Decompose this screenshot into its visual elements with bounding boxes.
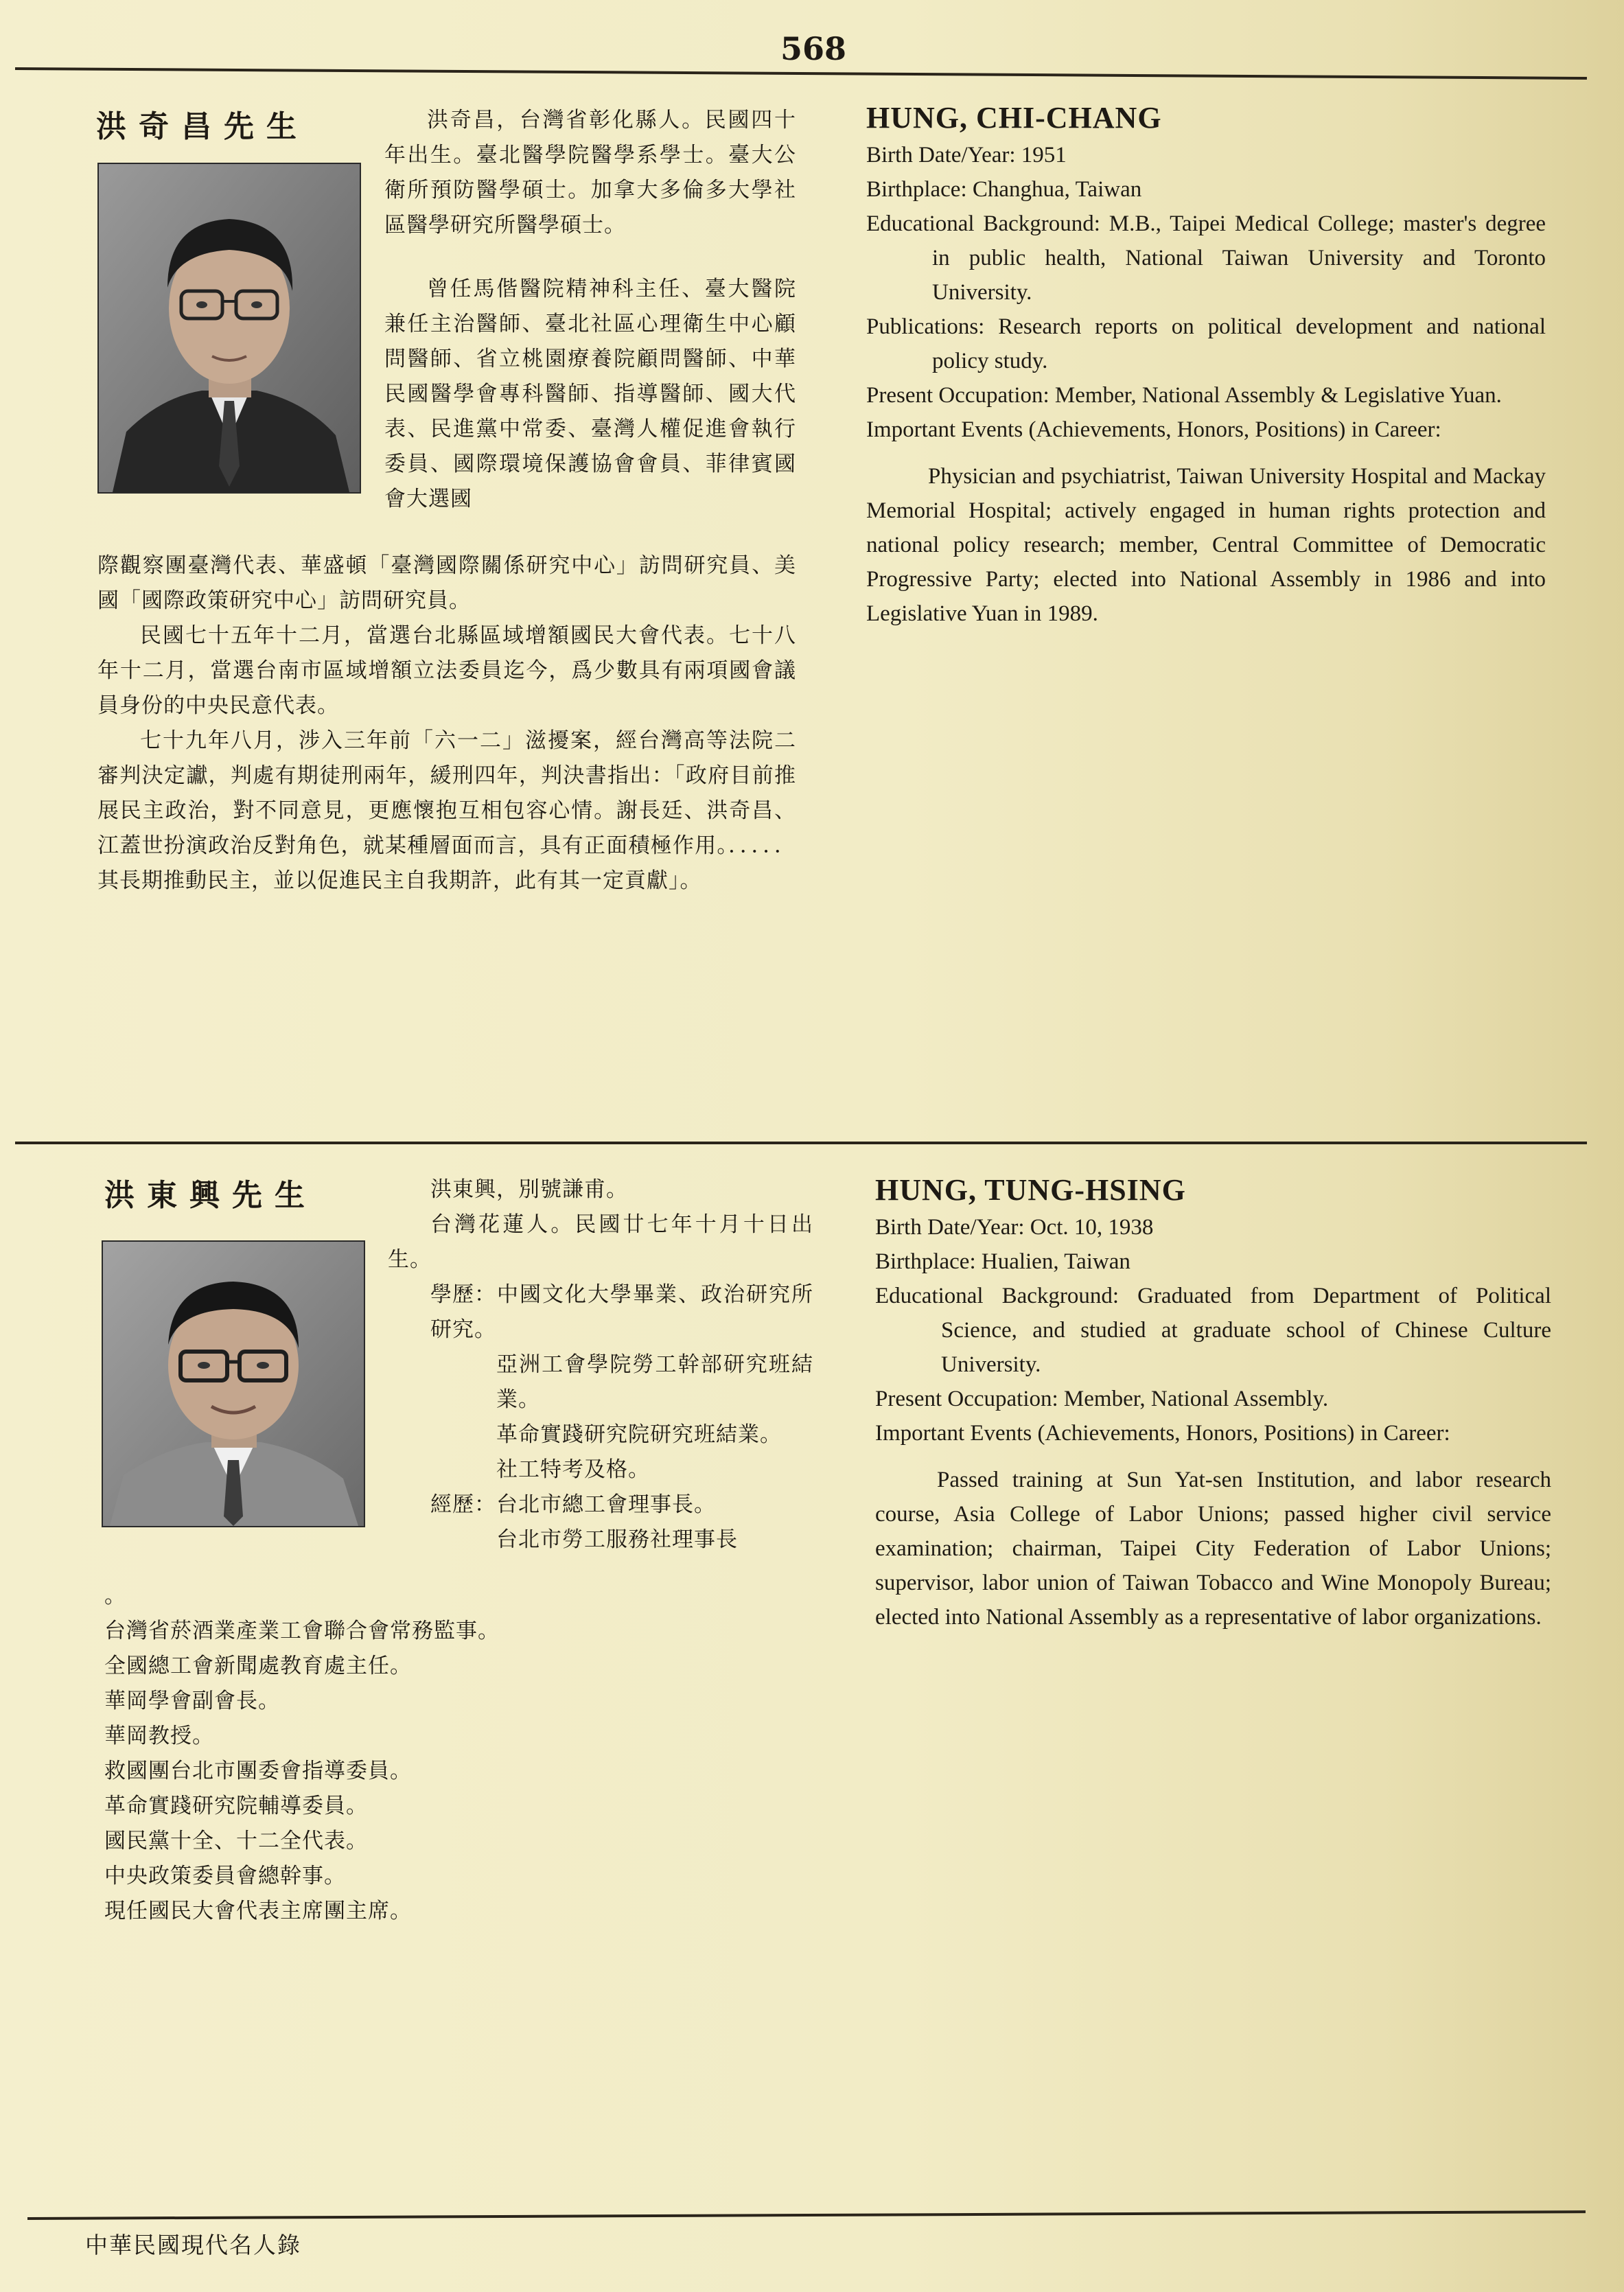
footer-book-title: 中華民國現代名人錄 [85,2232,301,2258]
entry-2-occupation: Present Occupation: Member, National Assembly. [875,1387,1329,1411]
entry-2-alias: 洪東興，別號謙甫。 [430,1177,628,1202]
entry-2-edu-3: 革命實踐研究院研究班結業。 [496,1422,782,1447]
entry-1-english-name: HUNG, CHI-CHANG [866,101,1162,135]
portrait-photo-icon [103,1242,364,1526]
entry-1-career-text: 曾任馬偕醫院精神科主任、臺大醫院兼任主治醫師、臺北社區心理衛生中心顧問醫師、省立桃園療養院顧問醫師、中華民國醫學會專科醫師、指導醫師、國大代表、民進黨中常委、臺灣人權促進會執行委員、國際環境保護協會會員、菲律賓國會大選國 [384,277,796,511]
entry-2-list-item: 華岡教授。 [104,1724,214,1748]
entry-2-list-item: 全國總工會新聞處教育處主任。 [104,1654,412,1678]
entry-1-portrait [97,163,361,494]
entry-1-chinese-body [97,548,796,899]
entry-1-chinese-intro [384,103,796,243]
entry-2-edu-4: 社工特考及格。 [496,1457,650,1482]
entry-2-list-item: 中央政策委員會總幹事。 [104,1864,346,1888]
middle-rule [15,1142,1587,1144]
entry-2-english-name: HUNG, TUNG-HSING [875,1173,1186,1207]
entry-2-edu-2: 亞洲工會學院勞工幹部研究班結業。 [496,1352,813,1412]
entry-1-chinese-career-top [384,272,796,517]
entry-2-chinese-name: 洪東興先生 [104,1178,317,1213]
entry-2-exp-tail: 。 [104,1584,126,1608]
entry-1-elections-text: 民國七十五年十二月，當選台北縣區域增額國民大會代表。七十八年十二月，當選台南市區域增額立法委員迄今，爲少數具有兩項國會議員身份的中央民意代表。 [97,623,796,718]
entry-1-intro-text: 洪奇昌，台灣省彰化縣人。民國四十年出生。臺北醫學院醫學系學士。臺大公衛所預防醫學碩士。加拿大多倫多大學社區醫學研究所醫學碩士。 [384,108,796,238]
entry-2-events-label: Important Events (Achievements, Honors, Positions) in Career: [875,1421,1450,1446]
entry-2-english-column [875,1170,1551,1634]
entry-2-list-item: 現任國民大會代表主席團主席。 [104,1899,412,1923]
entry-2-experience-label: 經歷： [430,1492,496,1517]
entry-1-birth: Birth Date/Year: 1951 [866,143,1067,167]
entry-1-english-column [866,98,1546,631]
entry-2-list-item: 救國團台北市團委會指導委員。 [104,1759,412,1783]
entry-2-education-block [388,1277,813,1347]
entry-2-edu-1: 中國文化大學畢業、政治研究所研究。 [430,1282,813,1342]
entry-1-chinese-name: 洪奇昌先生 [96,109,309,144]
entry-2-experience-block [388,1488,813,1523]
entry-2-portrait [102,1240,365,1527]
entry-1-birthplace: Birthplace: Changhua, Taiwan [866,177,1142,202]
entry-1-career-tail: 際觀察團臺灣代表、華盛頓「臺灣國際關係研究中心」訪問研究員、美國「國際政策研究中心」訪問研究員。 [97,553,796,613]
page-number: 568 [780,30,847,67]
entry-1-occupation: Present Occupation: Member, National Assembly & Legislative Yuan. [866,383,1502,408]
entry-2-chinese-top [388,1172,813,1558]
entry-2-exp-1: 台北市總工會理事長。 [496,1492,716,1517]
entry-1-education: Educational Background: M.B., Taipei Medical College; master's degree in public health, National Taiwan University and Toronto University. [866,211,1546,305]
entry-1-events-label: Important Events (Achievements, Honors, Positions) in Career: [866,417,1441,442]
entry-2-list-item: 革命實踐研究院輔導委員。 [104,1794,368,1818]
entry-2-list-item: 台灣省菸酒業產業工會聯合會常務監事。 [104,1619,500,1643]
entry-2-birthplace: Birthplace: Hualien, Taiwan [875,1249,1130,1274]
entry-2-events: Passed training at Sun Yat-sen Institution, and labor research course, Asia College of Labor Unions; passed higher civil service examination; chairman, Taipei City Federation of Labor Unions; supervisor, labor union of Taiwan Tobacco and Wine Monopoly Bureau; elected into National Assembly as a representative of labor organizations. [875,1468,1551,1630]
entry-1-case-text: 七十九年八月，涉入三年前「六一二」滋擾案，經台灣高等法院二審判決定讞，判處有期徒刑兩年，緩刑四年，判決書指出：「政府目前推展民主政治，對不同意見，更應懷抱互相包容心情。謝長廷、洪奇昌、江蓋世扮演政治反對角色，就某種層面而言，具有正面積極作用。．．．．．其長期推動民主，並以促進民主自我期許，此有其一定貢獻」。 [97,728,796,893]
entry-2-birth: Birth Date/Year: Oct. 10, 1938 [875,1215,1154,1240]
entry-2-list-item: 國民黨十全、十二全代表。 [104,1829,368,1853]
entry-2-birth-info: 台灣花蓮人。民國廿七年十月十日出生。 [388,1212,813,1272]
entry-2-chinese-list [104,1579,811,1929]
portrait-photo-icon [99,164,360,492]
entry-2-education-label: 學歷： [430,1282,496,1307]
entry-2-list-item: 華岡學會副會長。 [104,1689,280,1713]
entry-1-publications: Publications: Research reports on political development and national policy study. [866,314,1546,373]
entry-1-events: Physician and psychiatrist, Taiwan University Hospital and Mackay Memorial Hospital; actively engaged in human rights protection and national policy research; member, Central Committee of Democratic Progressive Party; elected into National Assembly in 1986 and into Legislative Yuan in 1989. [866,464,1546,626]
entry-2-education: Educational Background: Graduated from Department of Political Science, and studied at graduate school of Chinese Culture University. [875,1284,1551,1377]
entry-2-exp-2: 台北市勞工服務社理事長 [496,1527,738,1552]
